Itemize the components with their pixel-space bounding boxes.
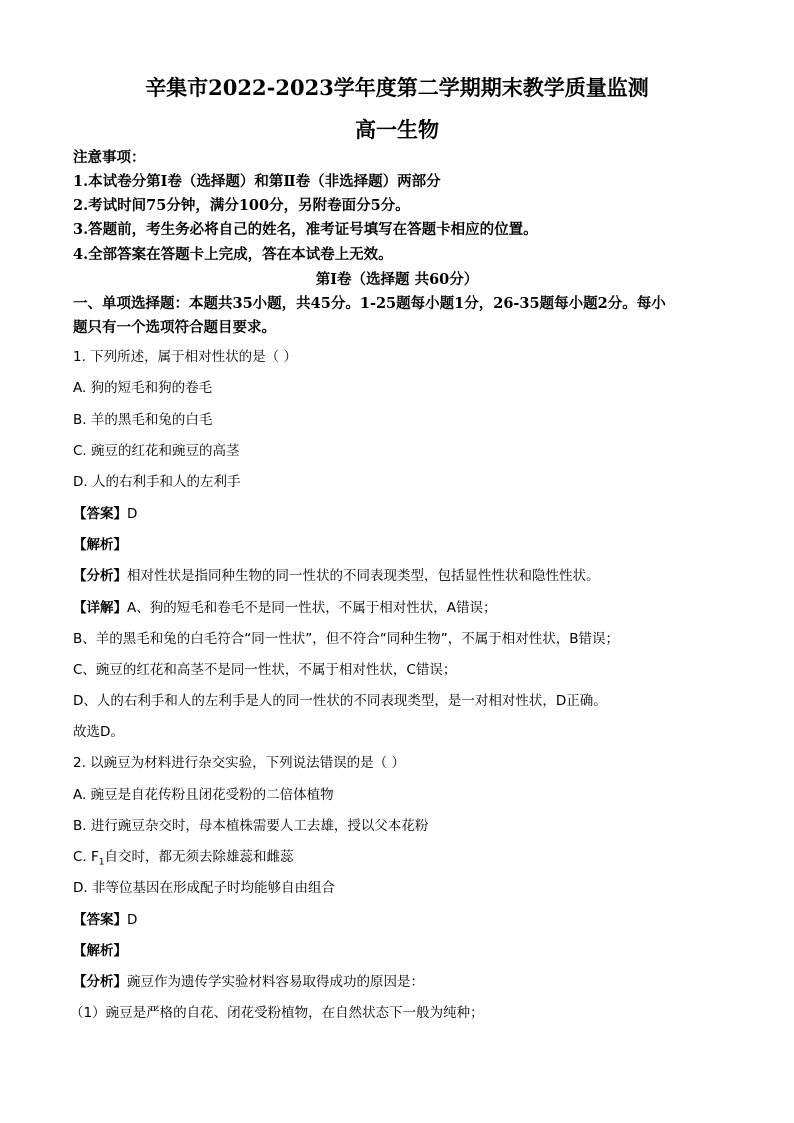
q1-conclusion: 故选D。: [73, 724, 124, 740]
section-instruction-line2: 题只有一个选项符合题目要求。: [73, 319, 276, 336]
q1-option-d: D. 人的右利手和人的左利手: [73, 474, 241, 490]
q1-xiangjie-a: [73, 598, 728, 618]
option-c-rest: 自交时，都无须去除雄蕊和雌蕊: [104, 849, 294, 865]
f1-subscript: 1: [98, 857, 105, 868]
exam-title: 辛集市2022-2023学年度第二学期期末教学质量监测: [145, 75, 649, 100]
notice-item-3: 3.答题前，考生务必将自己的姓名，准考证号填写在答题卡相应的位置。: [73, 221, 538, 238]
q2-option-c: [73, 847, 728, 873]
fenxi-tag: 【分析】: [73, 974, 127, 990]
section-title: 第Ⅰ卷（选择题 共60分）: [315, 271, 479, 288]
q2-analysis-tag: 【解析】: [73, 943, 127, 959]
answer-tag: 【答案】: [73, 912, 127, 928]
q1-fenxi: [73, 566, 728, 586]
notice-heading: 注意事项：: [73, 149, 146, 166]
q2-point-1: （1）豌豆是严格的自花、闭花受粉植物，在自然状态下一般为纯种；: [70, 1005, 484, 1021]
q1-analysis-tag: 【解析】: [73, 537, 127, 553]
q1-xiangjie-b: B、羊的黑毛和兔的白毛符合“同一性状”，但不符合“同种生物”，不属于相对性状，B错误；: [73, 631, 619, 647]
q2-option-d: D. 非等位基因在形成配子时均能够自由组合: [73, 880, 335, 896]
fenxi-text: 豌豆作为遗传学实验材料容易取得成功的原因是：: [127, 974, 424, 990]
q2-option-b: B. 进行豌豆杂交时，母本植株需要人工去雄，授以父本花粉: [73, 818, 429, 834]
q1-xiangjie-c: C、豌豆的红花和高茎不是同一性状，不属于相对性状，C错误；: [73, 662, 457, 678]
q1-answer: [73, 504, 728, 524]
q2-answer: [73, 910, 728, 930]
q1-option-b: B. 羊的黑毛和兔的白毛: [73, 412, 213, 428]
answer-value: D: [127, 912, 138, 928]
exam-subject: 高一生物: [355, 117, 439, 142]
q1-option-c: C. 豌豆的红花和豌豆的高茎: [73, 443, 240, 459]
answer-tag: 【答案】: [73, 506, 127, 522]
q1-stem: 1. 下列所述，属于相对性状的是（ ）: [73, 349, 297, 365]
section-instruction-line1: 一、单项选择题：本题共35小题，共45分。1-25题每小题1分，26-35题每小题2分。每小: [73, 295, 666, 312]
notice-item-2: 2.考试时间75分钟，满分100分，另附卷面分5分。: [73, 197, 410, 214]
option-c-prefix: C. F: [73, 849, 99, 865]
notice-item-4: 4.全部答案在答题卡上完成，答在本试卷上无效。: [73, 246, 393, 263]
q2-stem: 2. 以豌豆为材料进行杂交实验，下列说法错误的是（ ）: [73, 755, 405, 771]
fenxi-text: 相对性状是指同种生物的同一性状的不同表现类型，包括显性性状和隐性性状。: [127, 568, 600, 584]
fenxi-tag: 【分析】: [73, 568, 127, 584]
q2-fenxi: [73, 972, 728, 992]
notice-item-1: 1.本试卷分第Ⅰ卷（选择题）和第Ⅱ卷（非选择题）两部分: [73, 173, 441, 190]
q1-option-a: A. 狗的短毛和狗的卷毛: [73, 380, 213, 396]
answer-value: D: [127, 506, 138, 522]
xiangjie-tag: 【详解】: [73, 600, 127, 616]
q2-option-a: A. 豌豆是自花传粉且闭花受粉的二倍体植物: [73, 787, 334, 803]
xiangjie-text: A、狗的短毛和卷毛不是同一性状，不属于相对性状，A错误；: [127, 600, 497, 616]
q1-xiangjie-d: D、人的右利手和人的左利手是人的同一性状的不同表现类型，是一对相对性状，D正确。: [73, 693, 607, 709]
